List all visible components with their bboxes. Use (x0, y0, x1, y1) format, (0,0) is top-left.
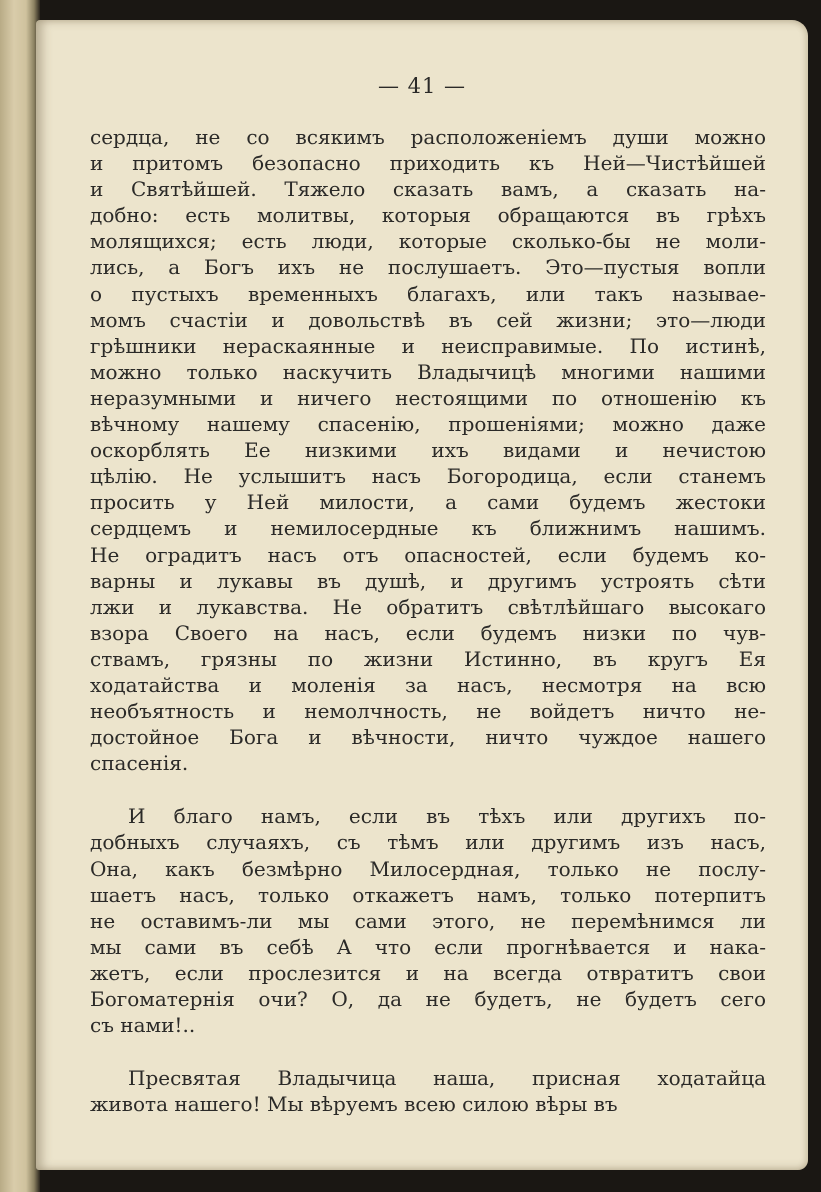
text-line: шаетъ насъ, только откажетъ намъ, только потерпитъ (90, 882, 766, 907)
text-line: лись, а Богъ ихъ не послушаетъ. Это—пустыя вопли (90, 255, 766, 280)
text-line: можно только наскучить Владычицѣ многими нашими (90, 359, 766, 384)
text-line: момъ счастiи и довольствѣ въ сей жизни; это—люди (90, 307, 766, 332)
page-number: — 41 — (377, 74, 467, 98)
text-line: сердца, не со всякимъ расположенiемъ души можно (90, 125, 766, 149)
text-line: достойное Бога и вѣчности, ничто чуждое нашего (90, 725, 766, 750)
text-line: Пресвятая Владычица наша, присная ходатайца (128, 1066, 766, 1091)
page-text (90, 124, 766, 1117)
text-line: оскорблять Ее низкими ихъ видами и нечистою (90, 438, 766, 463)
text-line: вѣчному нашему спасенiю, прошенiями; можно даже (90, 412, 766, 437)
text-line: о пустыхъ временныхъ благахъ, или такъ называе- (90, 281, 766, 306)
text-line: грѣшники нераскаянные и неисправимые. По истинѣ, (90, 333, 766, 358)
text-line: съ нами!.. (90, 1013, 196, 1038)
text-line: взора Своего на насъ, если будемъ низки по чув- (90, 620, 766, 645)
text-line: мы сами въ себѣ А что если прогнѣвается и нака- (90, 934, 766, 959)
text-line: жетъ, если прослезится и на всегда отвратитъ свои (90, 960, 766, 985)
text-line: ходатайства и моленiя за насъ, несмотря на всю (90, 672, 766, 697)
text-line: лжи и лукавства. Не обратитъ свѣтлѣйшаго высокаго (90, 594, 766, 619)
text-line: Не оградитъ насъ отъ опасностей, если будемъ ко- (90, 542, 766, 567)
adjacent-page-edge (0, 0, 40, 1192)
paragraph (90, 803, 766, 1038)
text-line: сердцемъ и немилосердные къ ближнимъ нашимъ. (90, 516, 766, 541)
text-line: добно: есть молитвы, которыя обращаются въ грѣхъ (90, 203, 766, 228)
text-line: и притомъ безопасно приходить къ Ней—Чистѣйшей (90, 151, 766, 176)
paragraph (90, 1065, 766, 1117)
paragraph (90, 124, 766, 776)
text-line: добныхъ случаяхъ, съ тѣмъ или другимъ изъ насъ, (90, 830, 766, 855)
text-line: цѣлiю. Не услышитъ насъ Богородица, если станемъ (90, 464, 766, 489)
text-line: Богоматернiя очи? О, да не будетъ, не будетъ сего (90, 987, 766, 1011)
text-line: живота нашего! Мы вѣруемъ всею силою вѣры въ (90, 1092, 618, 1117)
text-line: ствамъ, грязны по жизни Истинно, въ кругъ Ея (90, 646, 766, 671)
text-line: Она, какъ безмѣрно Милосердная, только не послу- (90, 856, 766, 881)
text-line: варны и лукавы въ душѣ, и другимъ устроять сѣти (90, 568, 766, 593)
text-line: молящихся; есть люди, которые сколько-бы не моли- (90, 229, 766, 254)
text-line: неразумными и ничего нестоящими по отношенiю къ (90, 385, 766, 410)
text-line: И благо намъ, если въ тѣхъ или другихъ по- (128, 804, 766, 829)
text-line: спасенiя. (90, 751, 189, 776)
text-line: необъятность и немолчность, не войдетъ ничто не- (90, 699, 766, 724)
text-line: просить у Ней милости, а сами будемъ жестоки (90, 490, 766, 515)
book-page (36, 20, 808, 1170)
text-line: не оставимъ-ли мы сами этого, не перемѣнимся ли (90, 908, 766, 933)
text-line: и Святѣйшей. Тяжело сказать вамъ, а сказать на- (90, 177, 766, 202)
